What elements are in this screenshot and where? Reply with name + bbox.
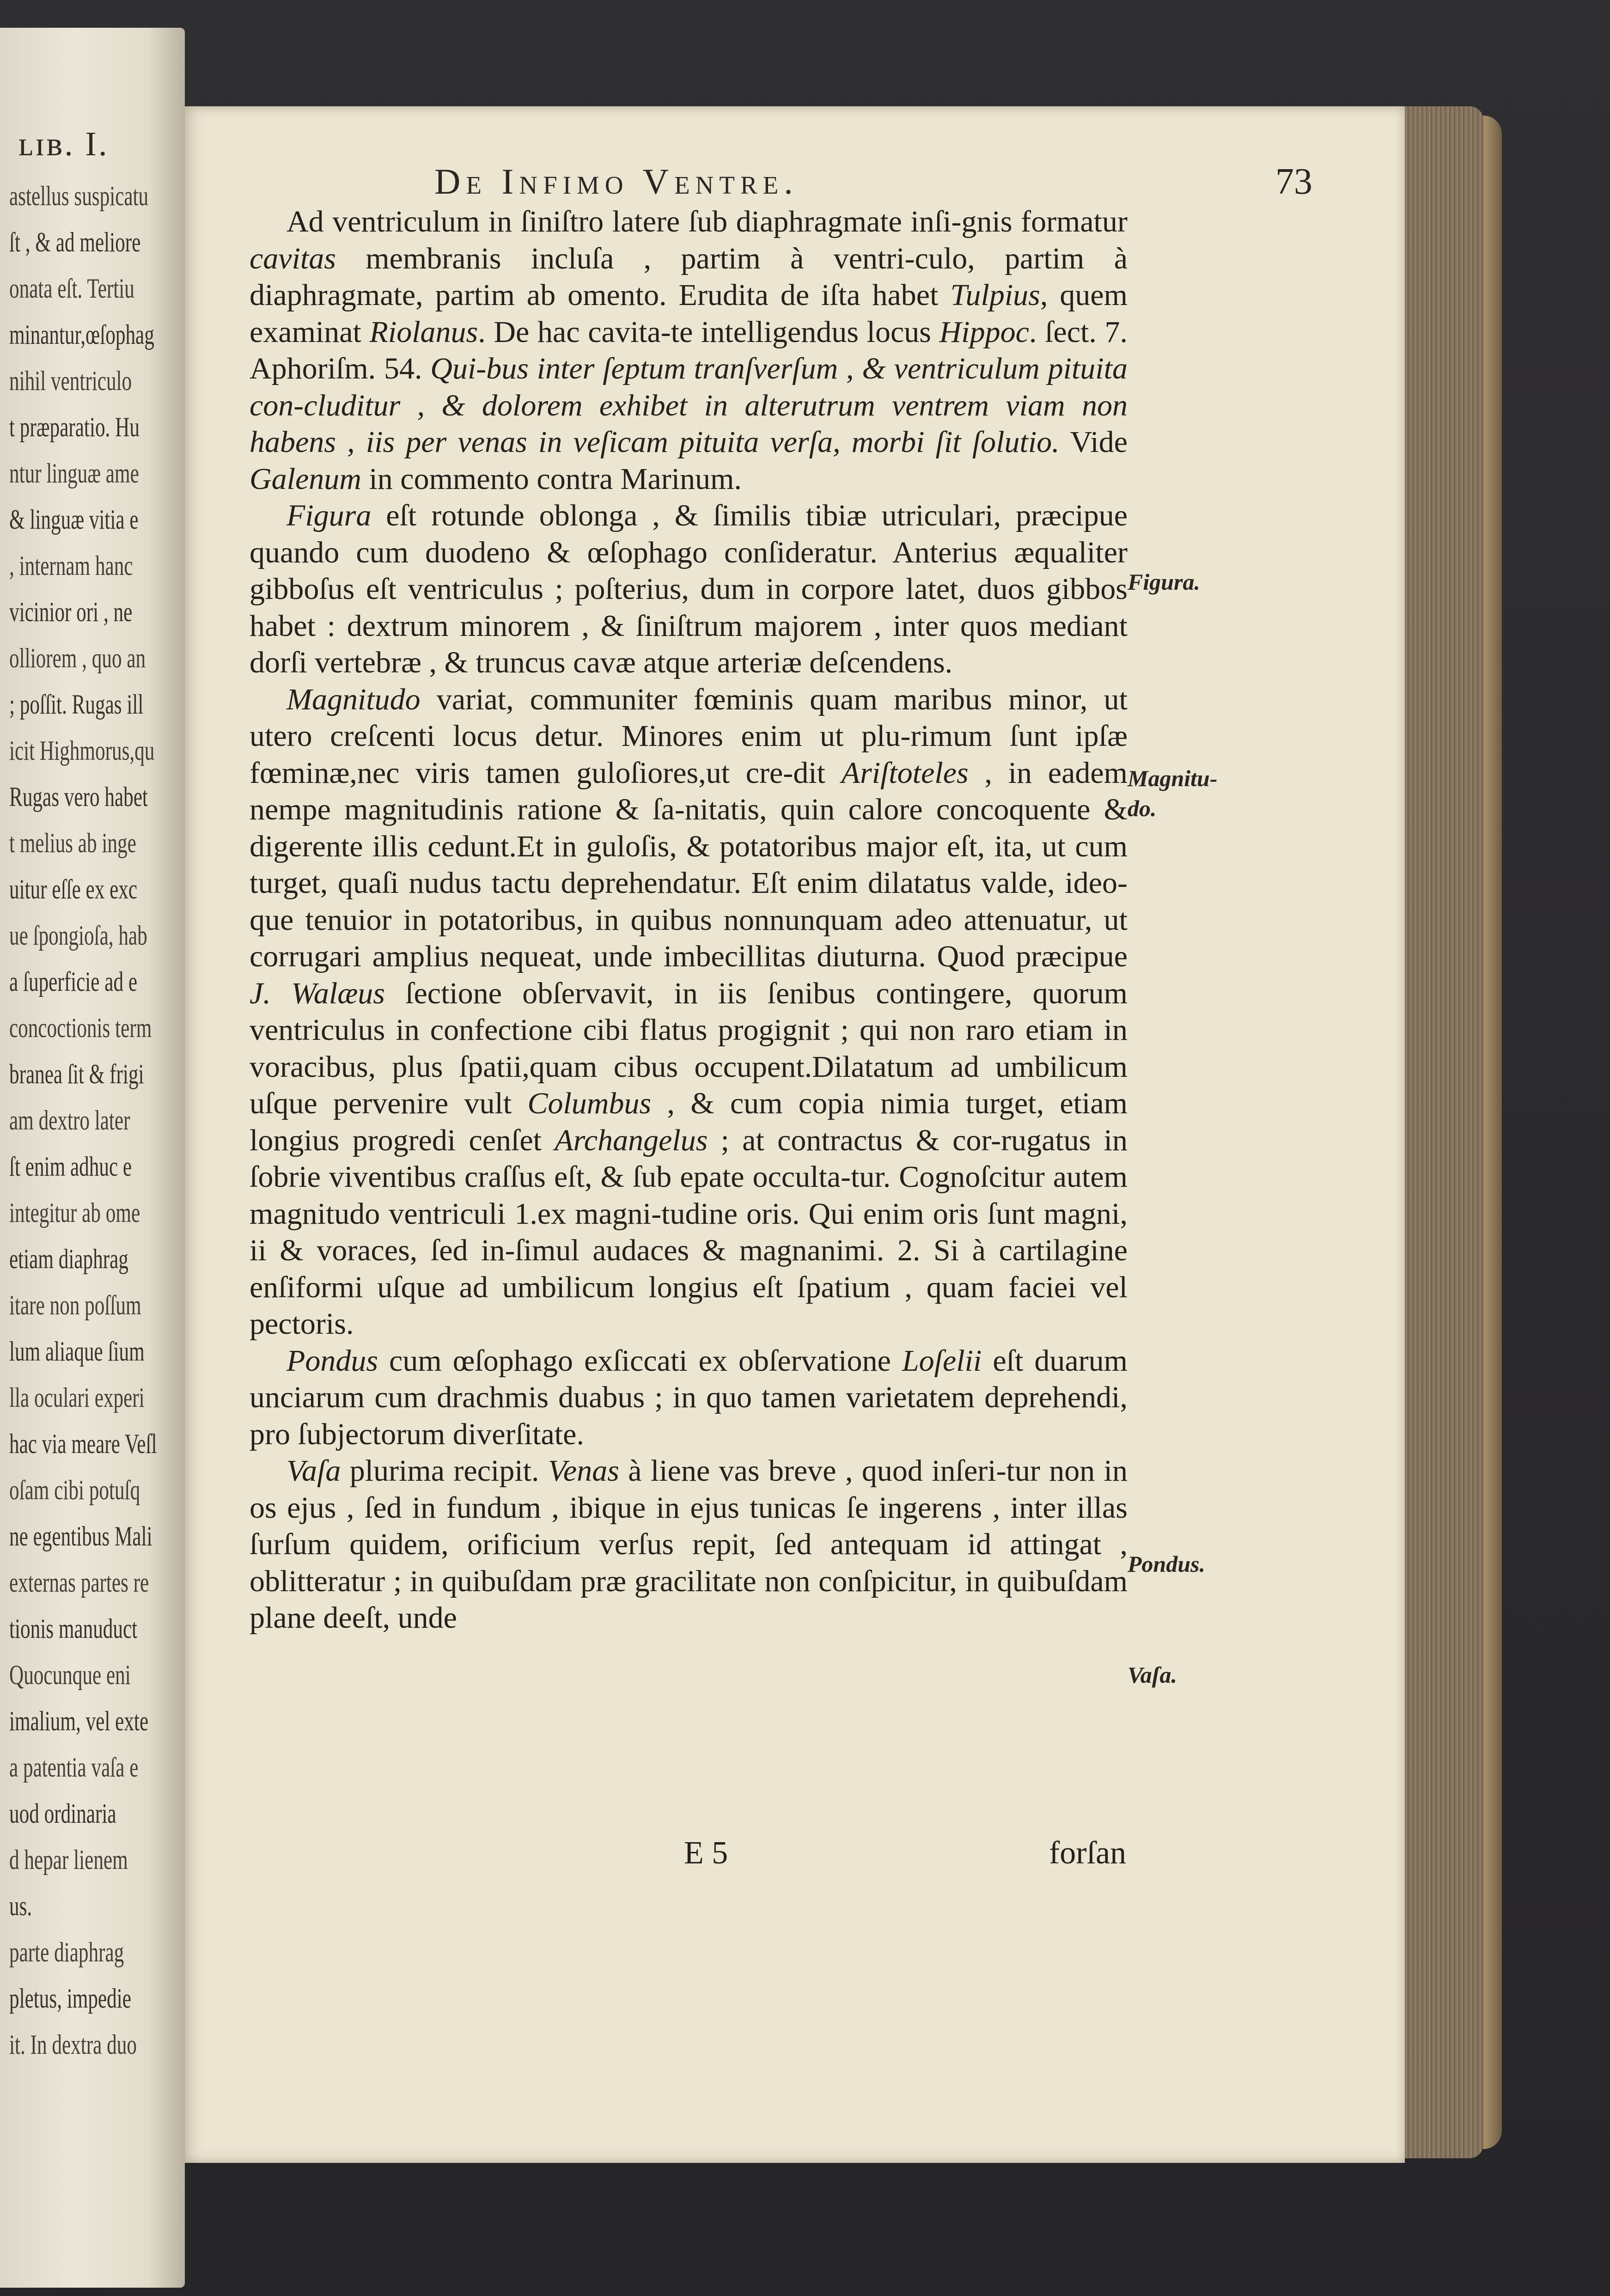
- text-run: Ad ventriculum in ſiniſtro latere ſub diaphragmate inſi-gnis formatur: [287, 205, 1128, 238]
- left-page-line: icit Highmorus,qu: [9, 735, 155, 766]
- margin-note-magnitudo: Magnitu-: [1128, 765, 1218, 791]
- left-page-line: ne egentibus Mali: [9, 1521, 152, 1551]
- page-edges: [1396, 106, 1483, 2158]
- italic-run: Ariſtoteles: [841, 756, 969, 790]
- text-run: , & cum copia nimia turget, etiam longius progredi cenſet: [250, 1087, 1128, 1157]
- left-page-line: us.: [9, 1891, 32, 1921]
- facing-page-left: [0, 28, 185, 2288]
- left-page-line: minantur,œſophag: [9, 319, 154, 350]
- italic-run: Hippoc: [939, 315, 1029, 349]
- italic-run: Figura: [287, 499, 372, 532]
- left-page-line: it. In dextra duo: [9, 2029, 137, 2060]
- left-page-line: ue ſpongioſa, hab: [9, 920, 147, 951]
- italic-run: Galenum: [250, 462, 361, 496]
- signature-mark: E 5: [684, 1835, 728, 1871]
- left-page-line: oſam cibi potuſq: [9, 1475, 140, 1505]
- text-run: ; at contractus & cor-rugatus in ſobrie viventibus craſſus eſt, & ſub epate occulta-tur. Cognoſcitur autem magnitudo ventriculi 1.ex magni-tudine oris. Qui enim oris ſunt magni, ii & voraces, ſed in-ſimul audaces & magnanimi. 2. Si à cartilagine enſiformi uſque ad umbilicum longius eſt ſpatium , quam faciei vel pectoris.: [250, 1123, 1128, 1341]
- left-page-header: ʟɪʙ. I.: [18, 125, 109, 163]
- left-page-line: integitur ab ome: [9, 1197, 140, 1228]
- text-run: in commento contra Marinum.: [361, 462, 742, 496]
- main-page: [185, 106, 1405, 2163]
- left-page-line: a ſuperficie ad e: [9, 966, 138, 997]
- left-page-line: t melius ab inge: [9, 828, 136, 858]
- italic-run: cavitas: [250, 241, 336, 275]
- left-page-line: etiam diaphrag: [9, 1244, 128, 1274]
- text-run: . De hac cavita-te intelligendus locus: [478, 315, 939, 349]
- left-page-line: Quocunque eni: [9, 1660, 131, 1690]
- left-page-line: itare non poſſum: [9, 1290, 141, 1320]
- left-page-line: olliorem , quo an: [9, 643, 146, 673]
- italic-run: Vaſa: [287, 1454, 341, 1488]
- margin-note-pondus: Pondus.: [1128, 1551, 1206, 1577]
- left-page-line: parte diaphrag: [9, 1937, 124, 1967]
- left-page-line: Rugas vero habet: [9, 782, 148, 812]
- left-page-line: am dextro later: [9, 1105, 130, 1136]
- left-page-line: vicinior ori , ne: [9, 597, 133, 627]
- left-page-line: uitur eſſe ex exc: [9, 874, 138, 904]
- left-page-line: ſt enim adhuc e: [9, 1151, 132, 1182]
- paragraph: [250, 1453, 1128, 1637]
- text-run: , quem examinat: [250, 278, 1128, 349]
- left-page-line: hac via meare Veſl: [9, 1429, 157, 1459]
- text-run: , in eadem nempe magnitudinis ratione & ſa-nitatis, quin calore concoquente & digerente illis cedunt.Et in guloſis, & potatoribus major eſt, ita, ut cum turget, quaſi nudus tactu deprehendatur. Eſt enim dilatatus valde, ideo-que tenuior in potatoribus, in quibus nonnunquam adeo attenuatur, ut corrugari amplius nequeat, unde imbecillitas diuturna. Quod præcipue: [250, 756, 1128, 973]
- italic-run: Magnitudo: [287, 682, 421, 716]
- catchword: forſan: [1049, 1835, 1127, 1871]
- italic-run: Qui-bus inter ſeptum tranſverſum , & ventriculum pituita con-cluditur , & dolorem exhibet in alterutrum ventrem viam non habens , iis per venas in veſicam pituita verſa, morbi ſit ſolutio.: [250, 352, 1128, 459]
- left-page-line: onata eſt. Tertiu: [9, 273, 134, 304]
- left-page-line: uod ordinaria: [9, 1798, 116, 1829]
- page-number: 73: [1275, 161, 1312, 202]
- text-run: plurima recipit.: [341, 1454, 548, 1488]
- left-page-line: externas partes re: [9, 1567, 149, 1598]
- margin-note-figura: Figura.: [1128, 569, 1201, 595]
- left-page-line: t præparatio. Hu: [9, 412, 140, 442]
- paragraph: [250, 681, 1128, 1343]
- left-page-line: ntur linguæ ame: [9, 458, 139, 489]
- italic-run: Archangelus: [555, 1123, 708, 1157]
- italic-run: J. Walæus: [250, 976, 385, 1010]
- text-run: cum œſophago exſiccati ex obſervatione: [378, 1343, 902, 1378]
- left-page-line: concoctionis term: [9, 1013, 152, 1043]
- body-text: [250, 203, 1128, 1637]
- italic-run: Riolanus: [369, 315, 478, 349]
- italic-run: Tulpius: [950, 278, 1040, 312]
- text-run: à liene vas breve , quod inſeri-tur non in os ejus , ſed in fundum , ibique in ejus tunicas ſe ingerens , inter illas ſurſum quidem, orificium verſus repit, ſed antequam id attingat , oblitteratur ; in quibuſdam præ gracilitate non conſpicitur, in quibuſdam plane deeſt, unde: [250, 1454, 1128, 1635]
- italic-run: Pondus: [287, 1343, 378, 1378]
- left-page-line: pletus, impedie: [9, 1983, 131, 2014]
- left-page-line: ſt , & ad meliore: [9, 227, 141, 257]
- text-run: . ſect. 7. Aphoriſm. 54.: [250, 315, 1128, 385]
- margin-note-magnitudo-cont: do.: [1128, 795, 1157, 821]
- text-run: membranis incluſa , partim à ventri-culo, partim à diaphragmate, partim ab omento. Erudita de iſta habet: [250, 241, 1128, 312]
- paragraph: [250, 203, 1128, 497]
- text-run: eſt rotunde oblonga , & ſimilis tibiæ utriculari, præcipue quando cum duodeno & œſophago conſideratur. Anterius æqualiter gibboſus eſt ventriculus ; poſterius, dum in corpore latet, duos gibbos habet : dextrum minorem , & ſiniſtrum majorem , inter quos mediant dorſi vertebræ , & truncus cavæ atque arteriæ deſcendens.: [250, 499, 1128, 679]
- left-page-line: & linguæ vitia e: [9, 504, 139, 535]
- left-page-line: a patentia vaſa e: [9, 1752, 139, 1783]
- left-page-line: , internam hanc: [9, 550, 133, 581]
- left-page-line: d hepar lienem: [9, 1844, 128, 1875]
- left-page-line: imalium, vel exte: [9, 1706, 149, 1736]
- left-page-line: astellus suspicatu: [9, 181, 149, 211]
- left-page-line: tionis manuduct: [9, 1613, 138, 1644]
- paragraph: [250, 1343, 1128, 1453]
- left-page-line: branea ſit & frigi: [9, 1059, 144, 1089]
- italic-run: Venas: [548, 1454, 619, 1488]
- running-head: [434, 161, 1312, 203]
- margin-note-vasa: Vaſa.: [1128, 1662, 1177, 1688]
- text-run: variat, communiter fœminis quam maribus minor, ut utero creſcenti locus detur. Minores enim ut plu-rimum ſunt ipſæ fœminæ,nec viris tamen guloſiores,ut cre-dit: [250, 682, 1128, 790]
- text-run: ſectione obſervavit, in iis ſenibus contingere, quorum ventriculus in confectione cibi flatus progignit ; qui non raro etiam in voracibus, plus ſpatii,quam cibus occupent.Dilatatum ad umbilicum uſque pervenire vult: [250, 976, 1128, 1120]
- left-page-line: lla oculari experi: [9, 1382, 145, 1413]
- paragraph: [250, 497, 1128, 681]
- left-page-line: lum aliaque ſium: [9, 1336, 145, 1367]
- left-page-line: nihil ventriculo: [9, 366, 132, 396]
- left-page-line: ; poſſit. Rugas ill: [9, 689, 144, 720]
- text-run: Vide: [1059, 425, 1128, 459]
- running-title: De Infimo Ventre.: [434, 161, 799, 202]
- italic-run: Loſelii: [902, 1343, 982, 1378]
- italic-run: Columbus: [527, 1087, 652, 1120]
- text-run: eſt duarum unciarum cum drachmis duabus ; in quo tamen varietatem deprehendi, pro ſubjectorum diverſitate.: [250, 1343, 1128, 1451]
